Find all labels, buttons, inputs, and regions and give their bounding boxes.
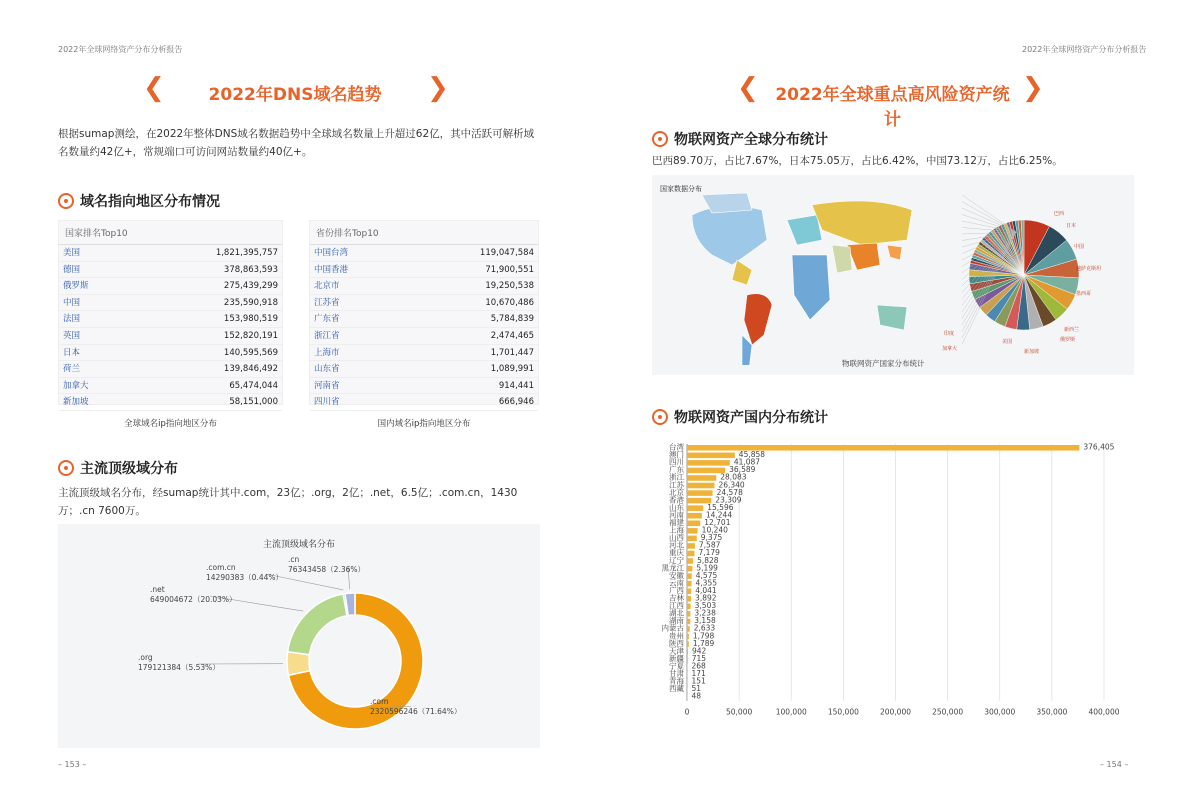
sub-heading-text: 域名指向地区分布情况 — [80, 194, 220, 210]
country-pie-label: 美国 — [1002, 339, 1013, 345]
tld-paragraph: 主流顶级域名分布，经sumap统计其中.com，23亿；.org，2亿；.net，6.5亿；.com.cn，1430万；.cn 7600万。 — [58, 487, 518, 517]
y-tick-label: 黑龙江 — [661, 563, 684, 573]
donut-label-name: .com.cn — [206, 563, 236, 572]
intro-paragraph: 根据sumap测绘，在2022年整体DNS域名数据趋势中全球域名数量上升超过62亿，其中活跃可解析域名数量约42亿+，常规端口可访问网站数量约40亿+。 — [58, 128, 535, 158]
bar-value-label: 5,199 — [696, 563, 718, 573]
left-section-title: 2022年DNS域名趋势 — [208, 85, 382, 105]
bar — [687, 475, 716, 481]
table-cell-name: 英国 — [63, 330, 81, 341]
y-tick-label: 台湾 — [669, 442, 684, 452]
y-tick-label: 安徽 — [669, 570, 684, 580]
bar-value-label: 3,238 — [694, 608, 716, 618]
y-tick-label: 山东 — [669, 502, 684, 512]
country-pie-label: 墨西哥 — [1076, 291, 1092, 297]
table-cell-name: 日本 — [63, 347, 81, 358]
y-tick-label: 宁夏 — [669, 661, 684, 671]
map-region — [744, 294, 772, 345]
country-table-header: 国家排名Top10 — [59, 221, 282, 245]
donut-label-value: 179121384（5.53%） — [138, 663, 220, 672]
table-row — [310, 345, 538, 362]
chevron-left-icon: ❮ — [737, 73, 759, 103]
bar-value-label: 26,340 — [718, 480, 745, 490]
x-tick-label: 350,000 — [1036, 707, 1068, 717]
bar — [687, 505, 703, 511]
bar — [687, 604, 691, 610]
bar-value-label: 45,858 — [738, 450, 766, 460]
country-pie-label: 加拿大 — [942, 346, 958, 352]
table-cell-value: 1,701,447 — [490, 347, 534, 358]
x-tick-label: 100,000 — [775, 707, 807, 717]
bar — [687, 536, 697, 542]
map-region — [787, 215, 822, 245]
table-cell-value: 5,784,839 — [490, 314, 534, 325]
table-cell-name: 法国 — [63, 314, 81, 325]
province-table-rows — [310, 245, 538, 411]
bar — [687, 649, 688, 655]
donut-label-name: .cn — [288, 555, 300, 564]
y-tick-label: 河南 — [669, 510, 684, 520]
bar-value-label: 3,158 — [694, 616, 716, 626]
bar-value-label: 51 — [691, 684, 702, 694]
bar-value-label: 2,633 — [693, 623, 716, 633]
sub-heading-tld — [58, 458, 178, 478]
x-tick-label: 0 — [684, 707, 690, 717]
right-header: 2022年全球网络资产分布分析报告 — [1022, 45, 1147, 54]
table-cell-value: 58,151,000 — [229, 397, 278, 408]
table-cell-name: 中国 — [63, 297, 81, 308]
x-tick-label: 50,000 — [726, 707, 753, 717]
bar-value-label: 1,789 — [692, 638, 715, 648]
chevron-right-icon: ❯ — [1022, 73, 1044, 103]
bar — [687, 460, 730, 466]
bar — [687, 672, 688, 678]
bar-value-label: 23,309 — [715, 495, 742, 505]
map-region — [832, 245, 852, 273]
y-tick-label: 澳门 — [669, 450, 684, 460]
map-region — [692, 206, 767, 265]
bar-value-label: 7,179 — [698, 548, 720, 558]
province-table — [309, 220, 539, 408]
right-page-number: – 154 – — [1100, 760, 1129, 769]
sub-heading-text: 主流顶级域分布 — [80, 461, 178, 477]
sub-heading-global — [652, 129, 828, 149]
donut-label-name: .org — [138, 653, 153, 662]
bar-value-label: 3,503 — [694, 601, 717, 611]
bar — [687, 626, 690, 632]
chevron-left-icon: ❮ — [143, 73, 165, 103]
bar — [687, 641, 689, 647]
bar — [687, 581, 692, 587]
y-tick-label: 江西 — [669, 601, 684, 611]
map-region — [847, 243, 880, 270]
country-table — [58, 220, 283, 408]
y-tick-label: 陕西 — [669, 638, 684, 648]
table-cell-value: 378,863,593 — [223, 264, 278, 275]
y-tick-label: 广西 — [669, 585, 684, 595]
bar-value-label: 12,701 — [704, 518, 731, 527]
table-cell-name: 北京市 — [314, 281, 340, 292]
y-tick-label: 湖北 — [669, 608, 684, 618]
country-pie-leader — [962, 208, 1016, 232]
table-row — [59, 345, 282, 362]
donut-label-value: 76343458（2.36%） — [288, 565, 365, 574]
donut-slice — [288, 594, 347, 655]
table-row — [310, 328, 538, 345]
bar — [687, 513, 702, 519]
donut-label-value: 14290383（0.44%） — [206, 573, 283, 582]
table-cell-name: 荷兰 — [63, 364, 81, 375]
y-tick-label: 重庆 — [669, 548, 684, 558]
table-cell-name: 浙江省 — [314, 330, 340, 341]
country-pie-label: 新加坡 — [1024, 349, 1040, 355]
bar-value-label: 268 — [691, 661, 706, 671]
table-cell-value: 2,474,465 — [490, 330, 534, 341]
y-tick-label: 新疆 — [669, 653, 684, 663]
bar — [687, 558, 693, 564]
bar — [687, 687, 688, 693]
table-cell-name: 上海市 — [314, 347, 340, 358]
bar — [687, 566, 692, 572]
y-tick-label: 浙江 — [669, 472, 684, 482]
table-cell-value: 140,595,569 — [223, 347, 278, 358]
table-cell-name: 广东省 — [314, 314, 340, 325]
province-table-caption: 国内域名ip指向地区分布 — [377, 419, 471, 429]
table-row — [310, 394, 538, 411]
map-panel — [652, 175, 1134, 375]
table-row — [310, 361, 538, 378]
y-tick-label: 甘肃 — [669, 669, 684, 678]
target-icon — [58, 460, 74, 476]
bar-value-label: 1,798 — [692, 631, 715, 641]
y-tick-label: 湖南 — [669, 616, 684, 626]
table-row — [59, 262, 282, 279]
y-tick-label: 内蒙古 — [661, 623, 684, 633]
donut-slice — [287, 652, 310, 675]
table-cell-name: 新加坡 — [63, 397, 89, 408]
x-tick-label: 150,000 — [827, 707, 859, 717]
country-pie-chart — [914, 175, 1134, 375]
bar — [687, 543, 695, 549]
table-cell-value: 139,846,492 — [223, 364, 278, 375]
table-row — [310, 278, 538, 295]
bar-value-label: 4,575 — [695, 570, 718, 580]
table-cell-value: 10,670,486 — [485, 297, 534, 308]
table-row — [310, 311, 538, 328]
right-section-title: 2022年全球重点高风险资产统计 — [775, 85, 1010, 130]
map-region — [792, 255, 830, 320]
bar — [687, 664, 688, 670]
bar-value-label: 715 — [691, 653, 707, 663]
table-row — [310, 262, 538, 279]
target-icon — [58, 193, 74, 209]
country-pie-label: 印度 — [944, 331, 955, 337]
country-pie-label: 俄罗斯 — [1060, 337, 1076, 343]
bar — [687, 588, 691, 594]
bar — [687, 453, 735, 459]
map-region — [812, 201, 912, 245]
donut-panel — [58, 524, 540, 748]
table-cell-name: 中国香港 — [314, 264, 349, 275]
bar-value-label: 4,355 — [695, 578, 718, 588]
chevron-right-icon: ❯ — [427, 73, 449, 103]
province-table-header: 省份排名Top10 — [310, 221, 538, 245]
table-row — [59, 328, 282, 345]
country-pie-label: 日本 — [1066, 223, 1077, 229]
country-pie-label: 越萨克斯坦 — [1076, 266, 1102, 272]
bar-value-label: 36,589 — [729, 465, 756, 475]
map-region — [887, 245, 902, 260]
y-tick-label: 香港 — [669, 495, 684, 505]
table-cell-value: 71,900,551 — [485, 264, 534, 275]
donut-title: 主流顶级域名分布 — [262, 540, 335, 550]
target-icon — [652, 131, 668, 147]
bar-value-label: 3,892 — [695, 593, 717, 603]
x-tick-label: 250,000 — [932, 707, 964, 717]
y-tick-label: 广东 — [669, 465, 684, 475]
map-title: 国家数据分布 — [660, 185, 702, 193]
y-tick-label: 四川 — [669, 457, 684, 467]
bar-value-label: 942 — [691, 646, 707, 656]
bar — [687, 656, 688, 662]
table-cell-value: 19,250,538 — [485, 281, 534, 292]
country-pie-label: 中国 — [1074, 244, 1085, 250]
table-row — [59, 245, 282, 262]
left-page-number: – 153 – — [58, 760, 87, 769]
bar — [687, 551, 694, 557]
y-tick-label: 青海 — [669, 676, 684, 686]
table-cell-value: 235,590,918 — [223, 297, 278, 308]
y-tick-label: 福建 — [669, 518, 684, 527]
sub-heading-region — [58, 191, 220, 211]
bar-value-label: 10,240 — [701, 525, 728, 535]
donut-label-name: .net — [150, 585, 165, 594]
table-cell-value: 1,821,395,757 — [215, 248, 278, 258]
table-cell-value: 275,439,299 — [223, 281, 278, 292]
country-pie-label: 巴西 — [1054, 211, 1065, 217]
sub-heading-domestic — [652, 407, 828, 427]
x-tick-label: 300,000 — [984, 707, 1016, 717]
bar-value-label: 15,596 — [707, 502, 734, 512]
bar-value-label: 7,587 — [698, 540, 721, 550]
y-tick-label: 西藏 — [669, 684, 684, 694]
bar — [687, 619, 690, 625]
table-row — [310, 245, 538, 262]
table-cell-name: 德国 — [63, 264, 81, 275]
bar — [687, 679, 688, 685]
y-tick-label: 贵州 — [669, 631, 684, 641]
bar-value-label: 376,405 — [1083, 442, 1115, 452]
table-cell-name: 江苏省 — [314, 297, 340, 308]
bar — [687, 521, 700, 527]
table-cell-name: 四川省 — [314, 397, 340, 408]
sub-heading-text: 物联网资产国内分布统计 — [674, 410, 828, 426]
table-row — [310, 378, 538, 395]
sub-heading-text: 物联网资产全球分布统计 — [674, 132, 828, 148]
donut-label-value: 2320596246（71.64%） — [370, 707, 462, 716]
y-tick-label: 云南 — [669, 578, 684, 588]
bar-value-label: 5,828 — [697, 555, 719, 565]
donut-label-value: 649004672（20.03%） — [150, 595, 237, 604]
y-tick-label: 上海 — [669, 525, 684, 535]
bar-value-label: 171 — [691, 669, 706, 678]
x-tick-label: 400,000 — [1088, 707, 1120, 717]
bar — [687, 611, 690, 617]
country-pie-label: 新西兰 — [1064, 327, 1080, 333]
table-cell-value: 152,820,191 — [223, 330, 278, 341]
table-cell-name: 山东省 — [314, 364, 340, 375]
y-tick-label: 天津 — [669, 646, 684, 656]
bar — [687, 528, 698, 534]
table-cell-value: 65,474,044 — [229, 380, 278, 391]
table-cell-name: 美国 — [63, 248, 81, 258]
country-table-caption: 全球域名ip指向地区分布 — [124, 419, 217, 429]
donut-chart — [58, 524, 540, 748]
table-cell-value: 914,441 — [498, 380, 534, 391]
table-row — [59, 394, 282, 411]
world-map — [652, 185, 922, 365]
bar — [687, 483, 714, 489]
table-cell-name: 加拿大 — [63, 380, 89, 391]
table-row — [59, 378, 282, 395]
table-cell-value: 153,980,519 — [223, 314, 278, 325]
left-header: 2022年全球网络资产分布分析报告 — [58, 45, 183, 54]
y-tick-label: 北京 — [669, 487, 684, 497]
table-row — [59, 295, 282, 312]
y-tick-label: 江苏 — [669, 480, 684, 490]
bar — [687, 573, 692, 579]
bar-value-label: 41,087 — [733, 457, 761, 467]
global-paragraph: 巴西89.70万，占比7.67%，日本75.05万，占比6.42%，中国73.12万，占比6.25%。 — [652, 155, 1063, 167]
map-region — [877, 305, 907, 330]
table-row — [59, 361, 282, 378]
target-icon — [652, 409, 668, 425]
table-cell-value: 1,089,991 — [490, 364, 534, 375]
table-cell-value: 666,946 — [498, 397, 534, 408]
table-cell-name: 中国台湾 — [314, 248, 349, 258]
y-tick-label: 吉林 — [669, 593, 684, 603]
table-row — [59, 278, 282, 295]
bar — [687, 694, 688, 700]
country-pie-leader — [962, 202, 1016, 233]
country-table-rows — [59, 245, 282, 411]
bar-value-label: 14,244 — [705, 510, 733, 520]
bar-value-label: 28,083 — [720, 472, 747, 482]
table-cell-value: 119,047,584 — [479, 248, 534, 258]
bar-value-label: 24,578 — [716, 487, 743, 497]
map-caption: 物联网资产国家分布统计 — [842, 359, 925, 368]
table-cell-name: 俄罗斯 — [63, 281, 89, 292]
y-tick-label: 辽宁 — [669, 555, 684, 565]
bar-value-label: 48 — [691, 691, 702, 701]
bar — [687, 490, 713, 496]
table-cell-name: 河南省 — [314, 380, 340, 391]
map-region — [732, 260, 752, 285]
donut-label-name: .com — [370, 697, 389, 706]
y-tick-label: 山西 — [669, 533, 684, 543]
x-tick-label: 200,000 — [879, 707, 912, 717]
bar-value-label: 9,375 — [700, 533, 723, 543]
bar-value-label: 151 — [691, 676, 706, 686]
bar — [687, 634, 689, 640]
y-tick-label: 河北 — [669, 540, 684, 550]
table-row — [59, 311, 282, 328]
bar-value-label: 4,041 — [695, 585, 717, 595]
bar — [687, 596, 691, 602]
domestic-bar-chart — [652, 436, 1134, 741]
table-row — [310, 295, 538, 312]
